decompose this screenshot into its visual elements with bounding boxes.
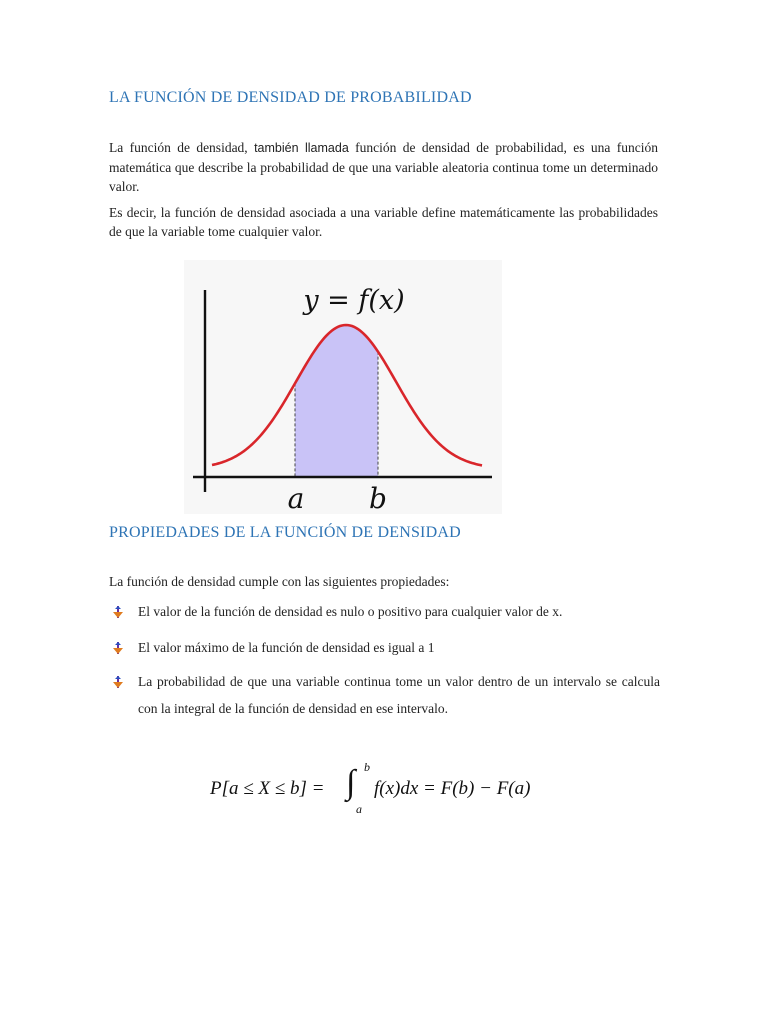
list-item (112, 634, 660, 662)
integral-sign: ∫ (346, 764, 356, 801)
definition-paragraph: Es decir, la función de densidad asociada a una variable define matemáticamente las probabilidades de que la variable tome cualquier valor. (109, 205, 658, 239)
integral-upper-limit: b (364, 760, 370, 774)
intro-text-2: también llamada (254, 141, 349, 155)
properties-heading: PROPIEDADES DE LA FUNCIÓN DE DENSIDAD (109, 524, 461, 541)
list-item-text: La probabilidad de que una variable continua tome un valor dentro de un intervalo se calcula con la integral de la función de densidad en ese intervalo. (138, 674, 660, 716)
bullet-icon (112, 641, 124, 655)
bullet-icon (112, 605, 124, 619)
formula-lhs: P[a ≤ X ≤ b] = (210, 778, 325, 799)
probability-formula (210, 762, 570, 822)
list-item-text: El valor de la función de densidad es nulo o positivo para cualquier valor de x. (138, 604, 563, 619)
density-curve-figure (184, 260, 502, 514)
intro-text-1: La función de densidad, (109, 140, 255, 155)
intro-paragraph (109, 138, 658, 196)
formula-rhs: f(x)dx = F(b) − F(a) (374, 778, 531, 799)
properties-intro: La función de densidad cumple con las siguientes propiedades: (109, 574, 450, 589)
list-item (112, 598, 660, 626)
curve-equation: y = f(x) (303, 285, 405, 316)
properties-list (112, 598, 660, 722)
page-title: LA FUNCIÓN DE DENSIDAD DE PROBABILIDAD (109, 89, 472, 106)
intro-text-3: función de densidad de probabilidad, es una función matemática que describe la probabilidad de que una variable aleatoria continua tome un determinado valor. (109, 140, 659, 194)
probability-area (295, 325, 378, 477)
label-a: a (287, 482, 305, 514)
density-curve-svg (184, 260, 502, 514)
bullet-icon (112, 675, 124, 689)
list-item-text: El valor máximo de la función de densidad es igual a 1 (138, 640, 435, 655)
integral-lower-limit: a (356, 802, 362, 816)
list-item (112, 668, 660, 722)
label-b: b (369, 482, 387, 514)
